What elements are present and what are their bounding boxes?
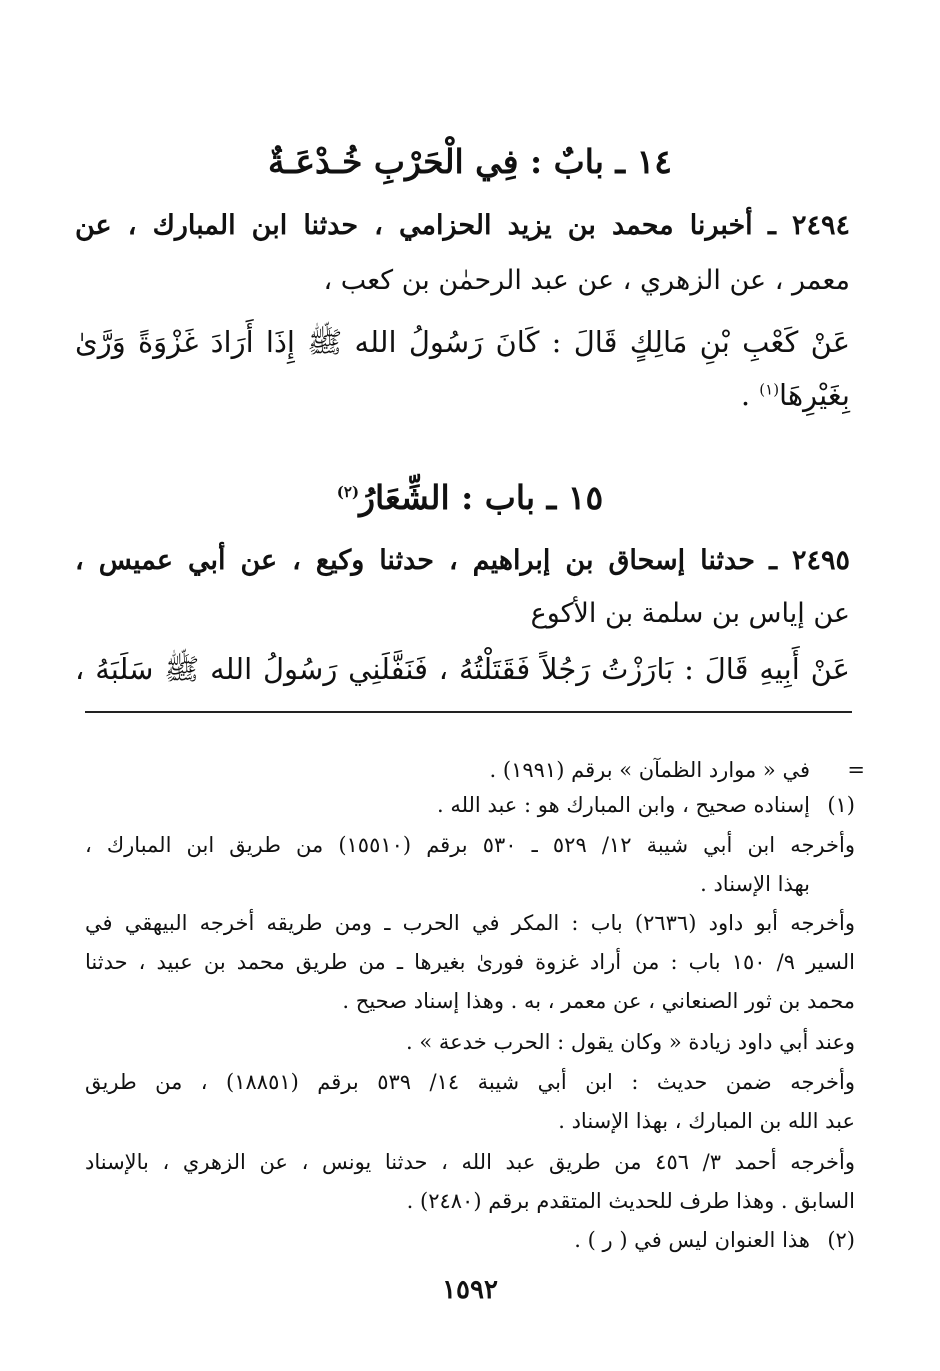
hadith-2494-isnad-line-1 [75,210,850,241]
footnote-continuation: في « موارد الظمآن » برقم (١٩٩١) . [489,758,810,782]
hadith-2495-matn-line-1: عَنْ أَبِيهِ قَالَ : بَارَزْتُ رَجُلاً فَقَتَلْتُهُ ، فَنَفَّلَنِي رَسُولُ الله ﷺ سَلَبَهُ ، [75,652,850,686]
footnote-1-line-10: وأخرجه أحمد ٣/ ٤٥٦ من طريق عبد الله ، حدثنا يونس ، عن الزهري ، بالإسناد [85,1150,855,1174]
hadith-2494-matn-text: بِغَيْرِهَا [779,378,850,412]
hadith-2495-isnad-line-2: عن إياس بن سلمة بن الأكوع [530,598,850,629]
hadith-2494-matn-line-1: عَنْ كَعْبِ بْنِ مَالِكٍ قَالَ : كَانَ رَسُولُ الله ﷺ إِذَا أَرَادَ غَزْوَةً وَرَّىٰ [75,325,850,359]
footnote-1-line-7: وعند أبي داود زيادة « وكان يقول : الحرب خدعة » . [406,1030,855,1054]
hadith-2494-matn-line-2 [75,378,850,412]
footnote-1-line-3: بهذا الإسناد . [700,872,810,896]
footnote-1-line-11: السابق . وهذا طرف للحديث المتقدم برقم (٢٤٨٠) . [406,1189,855,1213]
footnote-1-line-8: وأخرجه ضمن حديث : ابن أبي شيبة ١٤/ ٥٣٩ برقم (١٨٨٥١) ، من طريق [85,1070,855,1094]
chapter-heading-14: ١٤ ـ بابٌ : فِي الْحَرْبِ خُـدْعَـةٌ [267,142,673,181]
footnote-1-line-6: محمد بن ثور الصنعاني ، عن معمر ، به . وهذا إسناد صحيح . [342,989,855,1013]
footnote-ref-2: (٢) [336,483,360,501]
footnote-1-line-2: وأخرجه ابن أبي شيبة ١٢/ ٥٢٩ ـ ٥٣٠ برقم (١٥٥١٠) من طريق ابن المبارك ، [85,833,855,857]
footnote-continuation-mark: = [847,758,865,782]
hadith-2494-matn-end: . [740,378,760,412]
footnote-1-line-9: عبد الله بن المبارك ، بهذا الإسناد . [558,1109,855,1133]
footnote-1-mark: (١) [827,793,855,817]
footnote-ref-1: (١) [759,380,780,399]
footnote-1-line-4: وأخرجه أبو داود (٢٦٣٦) باب : المكر في الحرب ـ ومن طريقه أخرجه البيهقي في [85,911,855,935]
footnote-1-line-5: السير ٩/ ١٥٠ باب : من أراد غزوة فورىٰ بغيرها ـ من طريق محمد بن عبيد ، حدثنا [85,950,855,974]
footnote-divider [85,711,852,713]
page-number: ١٥٩٢ [442,1275,498,1305]
hadith-2495-isnad-opening: حدثنا إسحاق بن إبراهيم ، حدثنا وكيع ، عن أبي عميس ، [75,545,755,576]
chapter-heading-15-text: ١٥ ـ باب : الشِّعَارُ [359,478,604,517]
hadith-number-2494: ٢٤٩٤ ـ [767,210,850,241]
footnote-2-text: هذا العنوان ليس في ( ر ) . [574,1228,810,1252]
hadith-number-2495: ٢٤٩٥ ـ [769,545,851,576]
footnote-1-line-1: إسناده صحيح ، وابن المبارك هو : عبد الله . [436,793,810,817]
hadith-2494-isnad-opening: أخبرنا محمد بن يزيد الحزامي ، حدثنا ابن المبارك ، عن [75,210,753,241]
hadith-2494-isnad-line-2: معمر ، عن الزهري ، عن عبد الرحمٰن بن كعب ، [323,265,850,296]
hadith-2495-isnad-line-1 [75,545,850,576]
chapter-heading-15 [0,478,940,517]
footnote-2-mark: (٢) [827,1228,855,1252]
